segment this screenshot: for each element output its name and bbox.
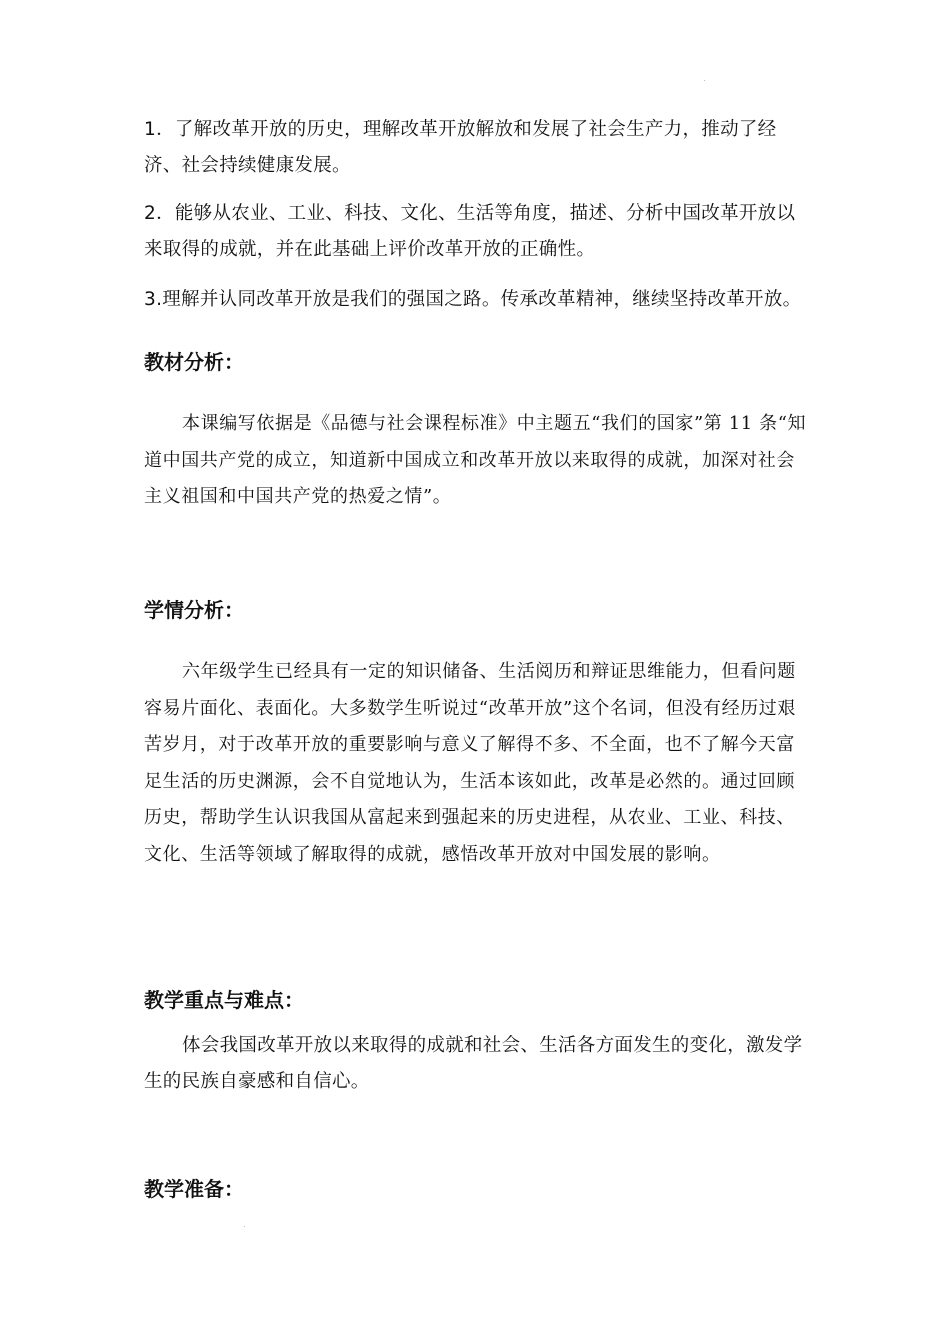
- page-speck: [244, 1226, 245, 1227]
- objective-3: 3.理解并认同改革开放是我们的强国之路。传承改革精神，继续坚持改革开放。: [144, 289, 802, 310]
- key-points-body: 体会我国改革开放以来取得的成就和社会、生活各方面发生的变化，激发学生的民族自豪感和自信心。: [144, 1035, 803, 1092]
- heading-key-points: 教学重点与难点：: [144, 988, 304, 1012]
- heading-student-analysis: 学情分析：: [144, 598, 244, 622]
- page-speck: [704, 80, 705, 81]
- objective-2: 2．能够从农业、工业、科技、文化、生活等角度，描述、分析中国改革开放以来取得的成就，并在此基础上评价改革开放的正确性。: [144, 203, 796, 260]
- material-analysis-body: 本课编写依据是《品德与社会课程标准》中主题五“我们的国家”第 11 条“知道中国共产党的成立，知道新中国成立和改革开放以来取得的成就，加深对社会主义祖国和中国共产党的热爱之情”。: [144, 413, 807, 507]
- heading-material-analysis: 教材分析：: [144, 350, 244, 374]
- objective-1: 1．了解改革开放的历史，理解改革开放解放和发展了社会生产力，推动了经济、社会持续健康发展。: [144, 119, 777, 176]
- student-analysis-body: 六年级学生已经具有一定的知识储备、生活阅历和辩证思维能力，但看问题容易片面化、表面化。大多数学生听说过“改革开放”这个名词，但没有经历过艰苦岁月，对于改革开放的重要影响与意义了解得不多、不全面，也不了解今天富足生活的历史渊源，会不自觉地认为，生活本该如此，改革是必然的。通过回顾历史，帮助学生认识我国从富起来到强起来的历史进程，从农业、工业、科技、文化、生活等领域了解取得的成就，感悟改革开放对中国发展的影响。: [144, 661, 797, 865]
- heading-preparation: 教学准备：: [144, 1177, 244, 1201]
